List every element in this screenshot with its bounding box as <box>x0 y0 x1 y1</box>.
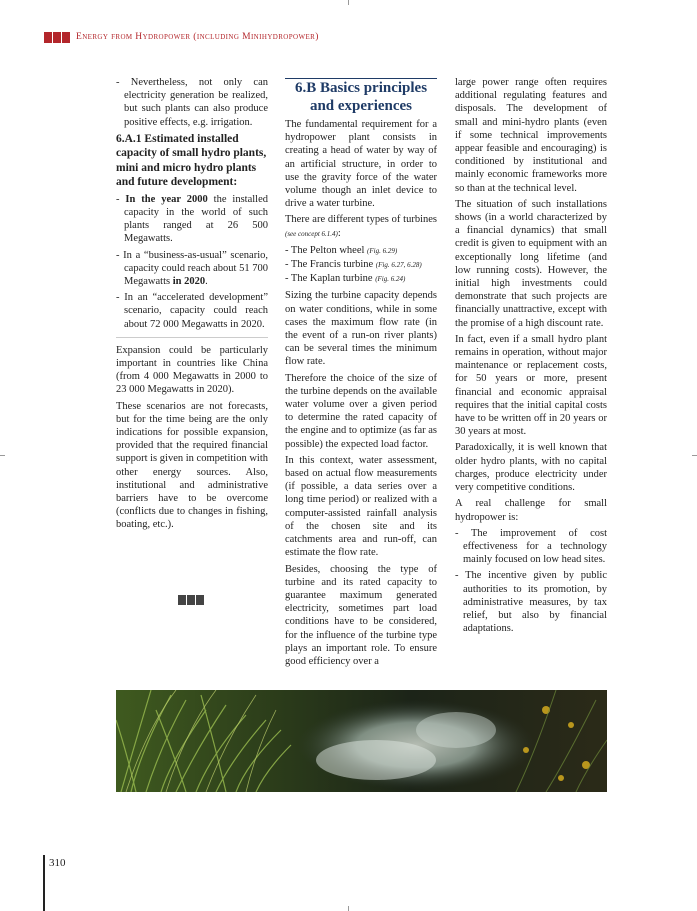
bullet-emphasis: in 2020 <box>172 276 206 288</box>
list-item: - In the year 2000 the installed capacity in the world of such plants ranged at 26 500 Megawatts. <box>116 193 268 245</box>
paragraph: Expansion could be particularly important in countries like China (from 4 000 Megawatts in 2000 to 23 000 Megawatts in 2020). <box>116 344 268 396</box>
section-title: 6.B Basics principles and experiences <box>294 80 428 114</box>
running-header <box>44 30 319 44</box>
list-item: - The incentive given by public authorities to its promotion, by administrative measures, by tax relief, but also by financial adaptations. <box>455 570 607 635</box>
paragraph: These scenarios are not forecasts, but for the time being are the only indications for possible expansion, provided that the required financial support is given in competition with other energy sources. Also, institutional and administrative barriers have to be overcome (conflicts due to changes in fishing, boating, etc.). <box>116 400 268 531</box>
stream-photo <box>116 690 607 792</box>
paragraph: large power range often requires additional regulating features and disposals. The development of small and mini-hydro plants (even if some technical improvements appear feasible and encouraging) is conditioned by institutional and mainly economic frameworks more so than at the technical level. <box>455 77 607 194</box>
bullet-emphasis: In the year 2000 <box>125 193 208 205</box>
paragraph: A real challenge for small hydropower is: <box>455 498 607 523</box>
section-end-ornament-icon <box>178 595 204 605</box>
figure-reference: (Fig. 6.27, 6.28) <box>375 261 422 270</box>
paragraph: The situation of such installations shows (in a world characterized by a financial dynamics) that small credit is given to equipment with an exceptionally long lifetime (and low running costs). However, the initial high investments could demonstrate that such projects are financially unattractive, except with the promise of a high discount rate. <box>455 198 607 329</box>
paragraph: Therefore the choice of the size of the turbine depends on the available water volume over a given period to determine the rated capacity of the engine and to optimize (as far as possible) the expected load factor. <box>285 372 437 450</box>
bullet-text: In a “business-as-usual” scenario, capacity could reach about 51 700 Megawatts <box>123 249 268 288</box>
crop-mark <box>692 455 697 456</box>
paragraph: Besides, choosing the type of turbine and its rated capacity to guarantee maximum generated electricity, sometimes part load conditions have to be considered, for the influence of the turbine type plays an important role. To ensure good efficiency over a <box>285 563 437 667</box>
list-item <box>285 244 437 258</box>
subheading-6a1: 6.A.1 Estimated installed capacity of small hydro plants, mini and micro hydro plants and future development: <box>116 132 267 189</box>
paragraph: Sizing the turbine capacity depends on water conditions, while in some cases the maximum flow rate (in the event of a run-on river plants) can be several times the minimum flow rate. <box>285 290 437 368</box>
column-2 <box>285 76 437 671</box>
crop-mark <box>348 0 349 5</box>
turbine-name: - The Pelton wheel <box>285 244 368 256</box>
divider <box>116 337 268 338</box>
turbine-name: - The Kaplan turbine <box>285 273 376 285</box>
paragraph: In this context, water assessment, based on actual flow measurements (if possible, a data series over a long time period) or realized with a computer-assisted rainfall analysis of the chosen site and its catchments area and run-off, can estimate the flow rate. <box>285 454 437 559</box>
header-title: Energy from Hydropower (including Minihydropower) <box>76 32 319 42</box>
crop-mark <box>348 906 349 911</box>
paragraph-end: : <box>337 227 341 239</box>
bullet-text: the installed capacity in the world of such plants ranged at 26 500 Megawatts. <box>124 193 268 245</box>
list-item <box>285 258 437 272</box>
figure-reference: (Fig. 6.24) <box>375 275 406 284</box>
page-number: 310 <box>49 857 66 869</box>
turbine-name: - The Francis turbine <box>285 259 376 271</box>
intro-bullet: - Nevertheless, not only can electricity generation be realized, but such plants can also produce positive effects, e.g. irrigation. <box>116 77 268 128</box>
column-3 <box>455 76 607 638</box>
page-margin-rule <box>43 855 45 911</box>
list-item: - The improvement of cost effectiveness for a technology mainly focused on low head sites. <box>455 527 607 566</box>
paragraph: Paradoxically, it is well known that older hydro plants, with no capital charges, produce electricity under very competitive conditions. <box>455 442 607 494</box>
figure-reference: (Fig. 6.29) <box>367 246 398 255</box>
column-1 <box>116 76 268 535</box>
publisher-logo-icon <box>44 32 70 43</box>
crop-mark <box>0 455 5 456</box>
list-item: - In an “accelerated development” scenario, capacity could reach about 72 000 Megawatts in 2020. <box>116 292 269 330</box>
paragraph: In fact, even if a small hydro plant remains in operation, without major maintenance or replacement costs, for 50 years or more, present financial and economic appraisal requires that the initial capital costs have to be written off in 20 years or 30 years at most. <box>455 333 607 438</box>
list-item: - In a “business-as-usual” scenario, capacity could reach about 51 700 Megawatts in 2020. <box>116 249 268 288</box>
bullet-text: In an “accelerated development” scenario, capacity could reach about 72 000 Megawatts in 2020. <box>124 292 269 330</box>
list-item <box>285 272 437 286</box>
paragraph <box>285 213 437 240</box>
bullet-end: . <box>205 276 208 288</box>
paragraph-text: There are different types of turbines <box>285 214 437 226</box>
paragraph: The fundamental requirement for a hydropower plant consists in creating a head of water by way of an artificial structure, in order to use the gravity force of the water volume though an inlet device to drive a water turbine. <box>285 119 437 210</box>
concept-reference: (see concept 6.1.4) <box>285 229 338 238</box>
